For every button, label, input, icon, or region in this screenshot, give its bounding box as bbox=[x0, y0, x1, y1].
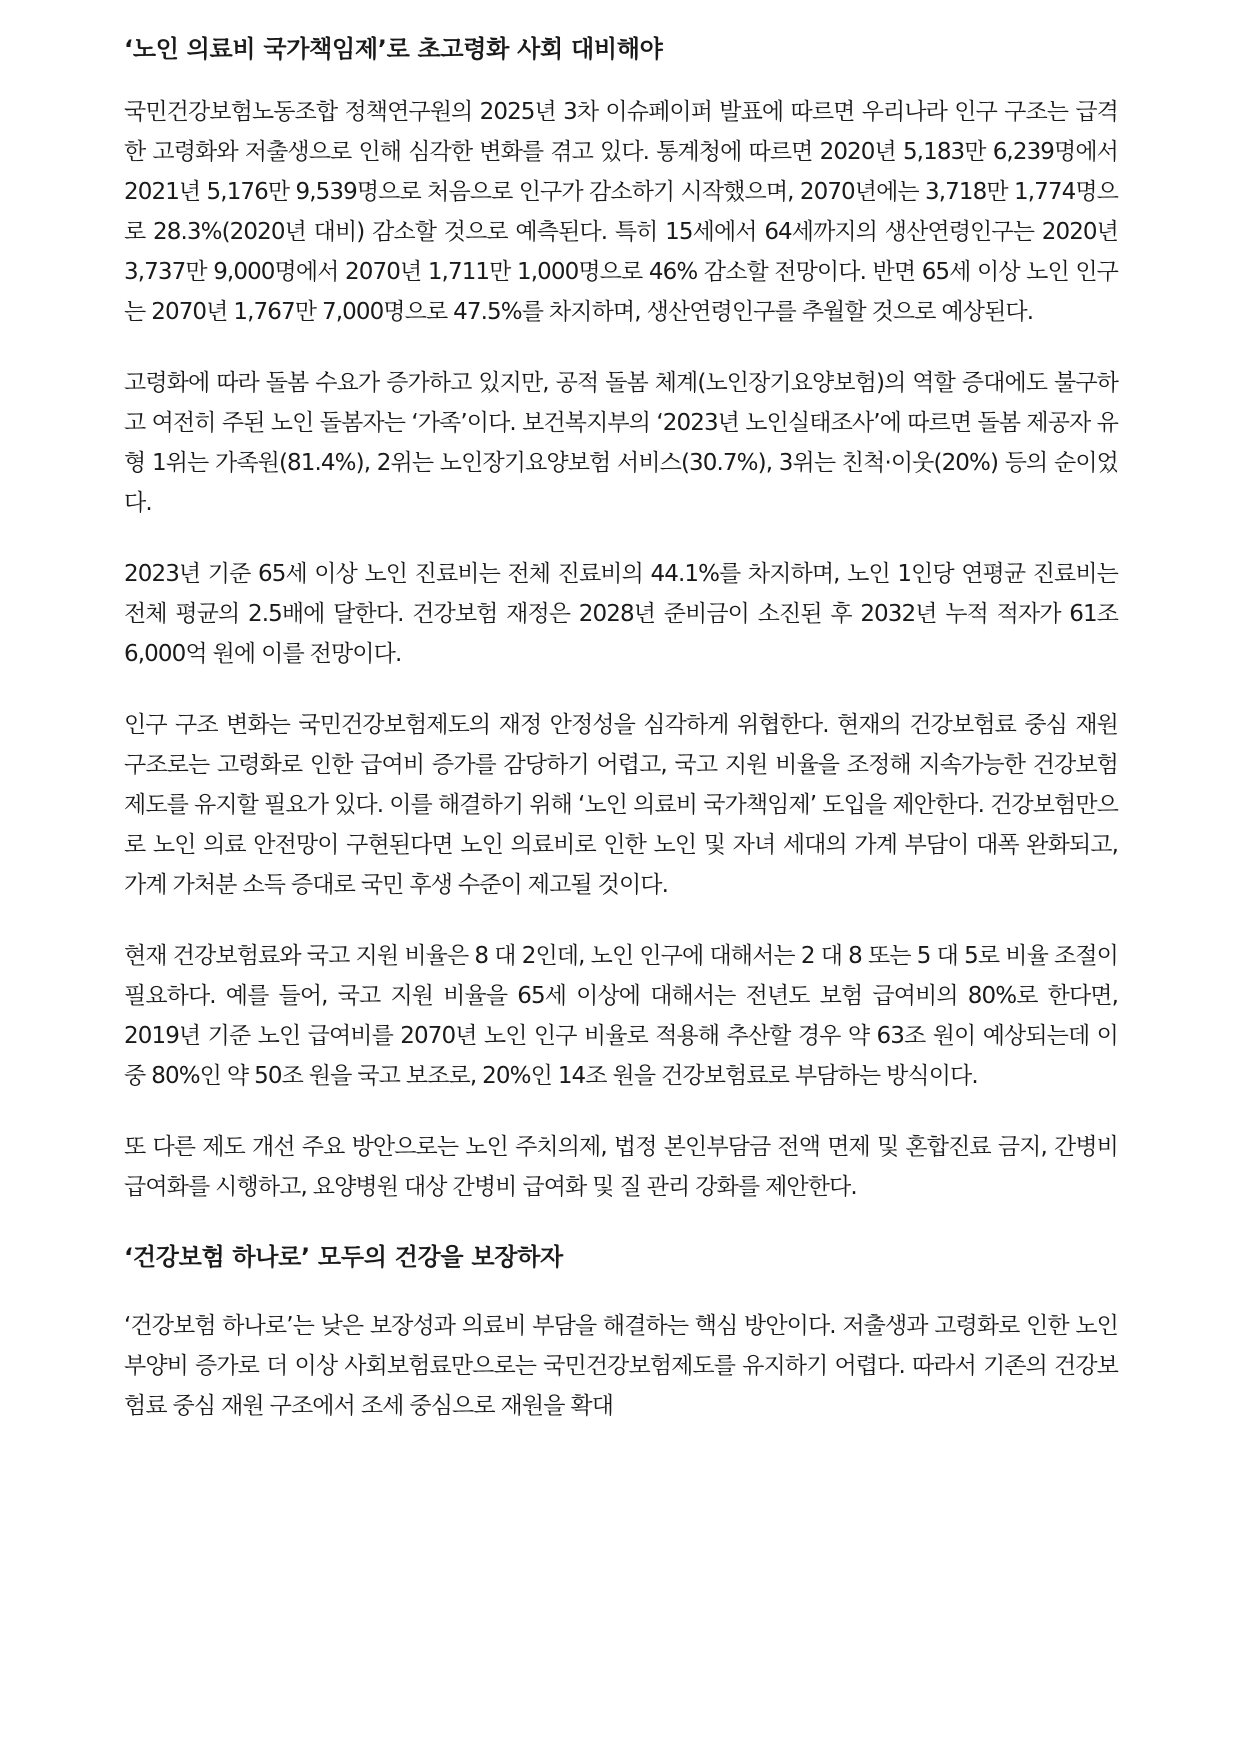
paragraph-elderly-medical-expenses: 2023년 기준 65세 이상 노인 진료비는 전체 진료비의 44.1%를 차지하며, 노인 1인당 연평균 진료비는 전체 평균의 2.5배에 달한다. 건강보험 재정은 2028년 준비금이 소진된 후 2032년 누적 적자가 61조 6,000억 원에 이를 전망이다. bbox=[124, 561, 1118, 667]
paragraph-health-insurance-one: ‘건강보험 하나로’는 낮은 보장성과 의료비 부담을 해결하는 핵심 방안이다. 저출생과 고령화로 인한 노인 부양비 증가로 더 이상 사회보험료만으로는 국민건강보험제도를 유지하기 어렵다. 따라서 기존의 건강보험료 중심 재원 구조에서 조세 중심으로 재원을 확대 bbox=[124, 1313, 1118, 1419]
section-heading-health-insurance-one: ‘건강보험 하나로’ 모두의 건강을 보장하자 bbox=[124, 1243, 563, 1271]
section-heading-elderly-medical-cost: ‘노인 의료비 국가책임제’로 초고령화 사회 대비해야 bbox=[124, 35, 663, 63]
paragraph-system-improvements: 또 다른 제도 개선 주요 방안으로는 노인 주치의제, 법정 본인부담금 전액 면제 및 혼합진료 금지, 간병비 급여화를 시행하고, 요양병원 대상 간병비 급여화 및 질 관리 강화를 제안한다. bbox=[124, 1134, 1118, 1200]
paragraph-funding-ratio: 현재 건강보험료와 국고 지원 비율은 8 대 2인데, 노인 인구에 대해서는 2 대 8 또는 5 대 5로 비율 조절이 필요하다. 예를 들어, 국고 지원 비율을 65세 이상에 대해서는 전년도 보험 급여비의 80%로 한다면, 2019년 기준 노인 급여비를 2070년 노인 인구 비율로 적용해 추산할 경우 약 63조 원이 예상되는데 이 중 80%인 약 50조 원을 국고 보조로, 20%인 14조 원을 건강보험료로 부담하는 방식이다. bbox=[124, 943, 1118, 1089]
document-page bbox=[124, 30, 1118, 1457]
paragraph-population-structure: 국민건강보험노동조합 정책연구원의 2025년 3차 이슈페이퍼 발표에 따르면 우리나라 인구 구조는 급격한 고령화와 저출생으로 인해 심각한 변화를 겪고 있다. 통계청에 따르면 2020년 5,183만 6,239명에서 2021년 5,176만 9,539명으로 처음으로 인구가 감소하기 시작했으며, 2070년에는 3,718만 1,774명으로 28.3%(2020년 대비) 감소할 것으로 예측된다. 특히 15세에서 64세까지의 생산연령인구는 2020년 3,737만 9,000명에서 2070년 1,711만 1,000명으로 46% 감소할 전망이다. 반면 65세 이상 노인 인구는 2070년 1,767만 7,000명으로 47.5%를 차지하며, 생산연령인구를 추월할 것으로 예상된다. bbox=[124, 99, 1118, 325]
paragraph-elderly-care-demand: 고령화에 따라 돌봄 수요가 증가하고 있지만, 공적 돌봄 체계(노인장기요양보험)의 역할 증대에도 불구하고 여전히 주된 노인 돌봄자는 ‘가족’이다. 보건복지부의 ‘2023년 노인실태조사’에 따르면 돌봄 제공자 유형 1위는 가족원(81.4%), 2위는 노인장기요양보험 서비스(30.7%), 3위는 친척·이웃(20%) 등의 순이었다. bbox=[124, 370, 1118, 516]
paragraph-national-responsibility-proposal: 인구 구조 변화는 국민건강보험제도의 재정 안정성을 심각하게 위협한다. 현재의 건강보험료 중심 재원 구조로는 고령화로 인한 급여비 증가를 감당하기 어렵고, 국고 지원 비율을 조정해 지속가능한 건강보험제도를 유지할 필요가 있다. 이를 해결하기 위해 ‘노인 의료비 국가책임제’ 도입을 제안한다. 건강보험만으로 노인 의료 안전망이 구현된다면 노인 의료비로 인한 노인 및 자녀 세대의 가계 부담이 대폭 완화되고, 가계 가처분 소득 증대로 국민 후생 수준이 제고될 것이다. bbox=[124, 712, 1118, 898]
